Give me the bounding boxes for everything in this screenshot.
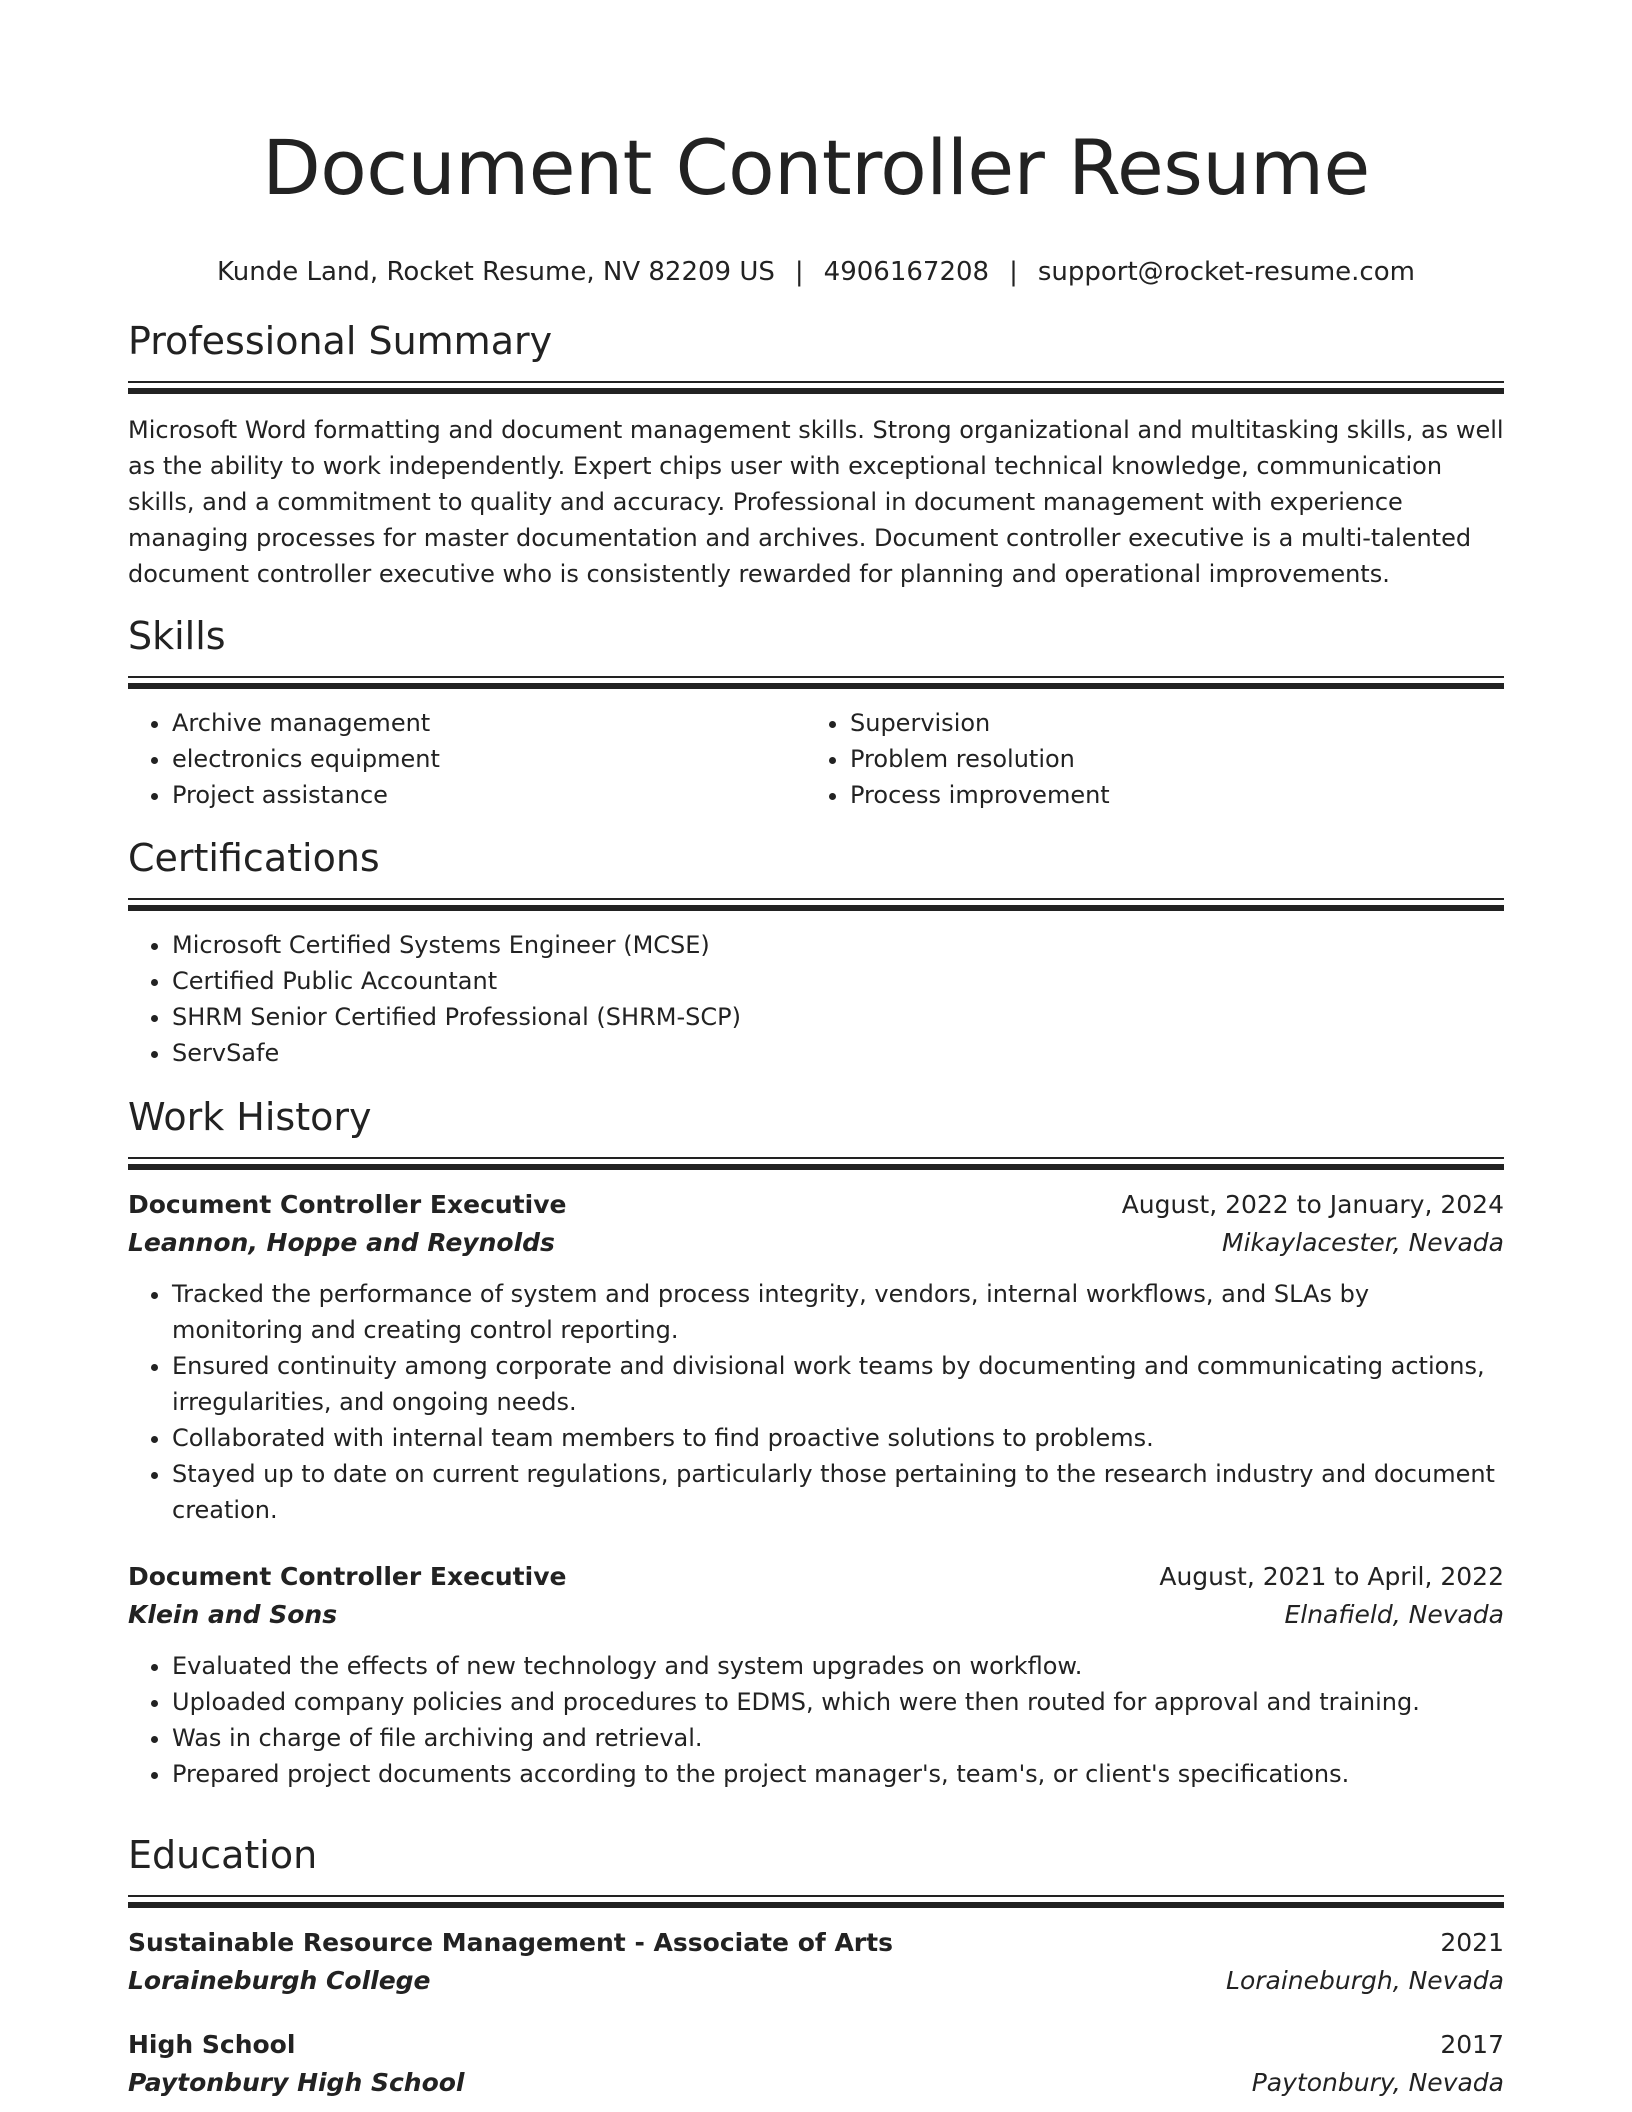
contact-separator: |	[1009, 257, 1018, 287]
education-location: Loraineburgh, Nevada	[1226, 1966, 1504, 1995]
education-year: 2021	[1440, 1928, 1504, 1957]
skill-item: • Problem resolution	[850, 741, 1484, 777]
job-location: Elnafield, Nevada	[1284, 1600, 1504, 1629]
skills-column-right	[806, 705, 1484, 813]
education-degree: Sustainable Resource Management - Associate of Arts	[128, 1928, 893, 1957]
education-entry	[128, 1924, 1504, 2000]
skills-columns	[128, 705, 1504, 813]
job-bullets	[128, 1648, 1504, 1792]
certification-item: • SHRM Senior Certified Professional (SHRM-SCP)	[172, 999, 1504, 1035]
section-divider	[128, 898, 1504, 911]
section-divider	[128, 676, 1504, 689]
section-heading: Education	[128, 1833, 318, 1877]
job-bullet: • Collaborated with internal team members to find proactive solutions to problems.	[172, 1420, 1504, 1456]
contact-separator: |	[794, 257, 804, 287]
resume-title: Document Controller Resume	[262, 123, 1370, 212]
contact-phone: 4906167208	[823, 257, 990, 287]
education-degree: High School	[128, 2030, 296, 2059]
skill-item: • Project assistance	[172, 777, 806, 813]
section-divider	[128, 1895, 1504, 1908]
section-divider	[128, 1157, 1504, 1170]
skill-item: • Archive management	[172, 705, 806, 741]
job-bullet: • Prepared project documents according to the project manager's, team's, or client's specifications.	[172, 1756, 1504, 1792]
job-title: Document Controller Executive	[128, 1562, 567, 1591]
education-year: 2017	[1440, 2030, 1504, 2059]
job-company: Klein and Sons	[128, 1600, 338, 1629]
job-bullets	[128, 1276, 1504, 1528]
section-heading: Work History	[128, 1095, 372, 1139]
education-section	[128, 1831, 1504, 2102]
skill-item: • Process improvement	[850, 777, 1484, 813]
education-school: Loraineburgh College	[128, 1966, 431, 1995]
certification-item: • ServSafe	[172, 1035, 1504, 1071]
job-location: Mikaylacester, Nevada	[1222, 1228, 1504, 1257]
education-location: Paytonbury, Nevada	[1251, 2068, 1504, 2097]
work-history-section	[128, 1093, 1504, 1792]
contact-line	[128, 254, 1504, 290]
education-school: Paytonbury High School	[128, 2068, 465, 2097]
job-dates: August, 2022 to January, 2024	[1121, 1190, 1504, 1219]
job-bullet: • Uploaded company policies and procedures to EDMS, which were then routed for approval and training.	[172, 1684, 1504, 1720]
certification-item: • Microsoft Certified Systems Engineer (MCSE)	[172, 927, 1504, 963]
skills-column-left	[128, 705, 806, 813]
contact-address: Kunde Land, Rocket Resume, NV 82209 US	[217, 257, 775, 287]
education-entry	[128, 2026, 1504, 2102]
job-entry	[128, 1186, 1504, 1528]
certification-item: • Certified Public Accountant	[172, 963, 1504, 999]
section-heading: Certifications	[128, 836, 380, 880]
contact-email: support@rocket-resume.com	[1037, 257, 1415, 287]
summary-text: Microsoft Word formatting and document management skills. Strong organizational and multitasking skills, as well as the ability to work independently. Expert chips user with exceptional technical knowledge, communication skills, and a commitment to quality and accuracy. Professional in document management with experience managing processes for master documentation and archives. Document controller executive is a multi-talented document controller executive who is consistently rewarded for planning and operational improvements.	[128, 416, 1504, 588]
skills-section	[128, 612, 1504, 813]
job-dates: August, 2021 to April, 2022	[1159, 1562, 1504, 1591]
job-title: Document Controller Executive	[128, 1190, 567, 1219]
job-company: Leannon, Hoppe and Reynolds	[128, 1228, 555, 1257]
job-bullet: • Stayed up to date on current regulations, particularly those pertaining to the research industry and document creation.	[172, 1456, 1504, 1528]
section-heading: Professional Summary	[128, 319, 553, 363]
resume-page	[128, 0, 1504, 2097]
skill-item: • Supervision	[850, 705, 1484, 741]
certifications-section	[128, 834, 1504, 1071]
job-bullet: • Was in charge of file archiving and retrieval.	[172, 1720, 1504, 1756]
certification-list	[128, 927, 1504, 1071]
job-bullet: • Evaluated the effects of new technology and system upgrades on workflow.	[172, 1648, 1504, 1684]
job-bullet: • Tracked the performance of system and process integrity, vendors, internal workflows, and SLAs by monitoring and creating control reporting.	[172, 1276, 1504, 1348]
skill-item: • electronics equipment	[172, 741, 806, 777]
section-heading: Skills	[128, 614, 226, 658]
job-bullet: • Ensured continuity among corporate and divisional work teams by documenting and communicating actions, irregularities, and ongoing needs.	[172, 1348, 1504, 1420]
section-divider	[128, 381, 1504, 394]
job-entry	[128, 1558, 1504, 1792]
summary-section	[128, 317, 1504, 592]
